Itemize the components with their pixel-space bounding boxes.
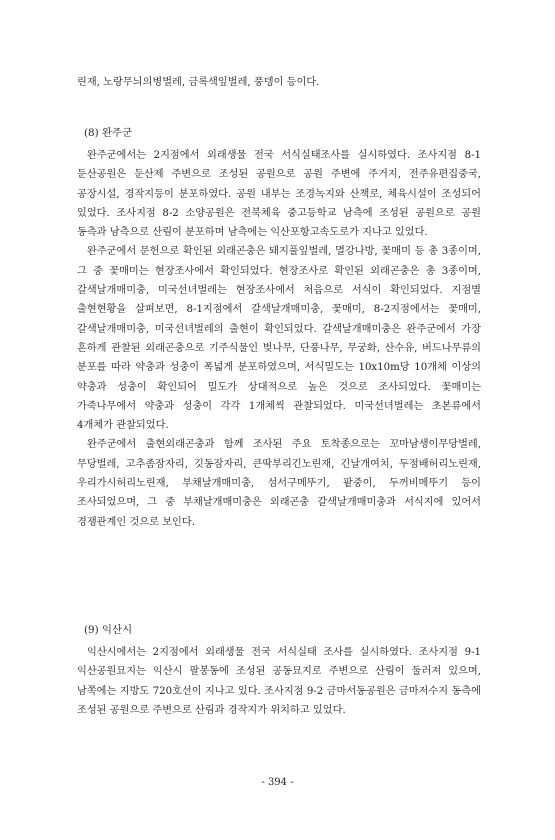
section-8-heading: (8) 완주군 (84, 127, 133, 139)
section-9-body (77, 643, 481, 720)
section-8-paragraph-1: 완주군에서는 2지점에서 외래생물 전국 서식실태조사를 실시하였다. 조사지점 8-1 둔산공원은 둔산제 주변으로 조성된 공원으로 공원 주변에 주거지, 전주유편집중국, 공장시설, 경작지등이 분포하였다. 공원 내부는 조경녹지와 산책로, 체육시설이 조성되어 있었다. 조사지점 8-2 소양공원은 전북체육 중고등학교 남측에 조성된 공원으로 공원 동측과 남측으로 산림이 분포하며 남측에는 익산포항고속도로가 지나고 있었다. (77, 150, 481, 239)
page-number: - 394 - (261, 777, 294, 788)
top-paragraph-block (77, 73, 481, 92)
section-9-heading: (9) 익산시 (84, 624, 133, 636)
section-8-paragraph-2: 완주군에서 문헌으로 확인된 외래곤충은 돼지풀잎벌레, 멸강나방, 꽃매미 등 총 3종이며, 그 중 꽃매미는 현장조사에서 확인되었다. 현장조사로 확인된 외래곤충은 총 3종이며, 갈색날개매미충, 미국선녀벌레는 현장조사에서 처음으로 서식이 확인되었다. 지점별 출현현황을 살펴보면, 8-1지점에서 갈색날개매미충, 꽃매미, 8-2지점에서는 꽃매미, 갈색날개매미충, 미국선녀벌레의 출현이 확인되었다. 갈색날개매미충은 완주군에서 가장 흔하게 관찰된 외래곤충으로 기주식물인 벚나무, 단풍나무, 무궁화, 산수유, 버드나무류의 분포를 따라 약충과 성충이 폭넓게 분포하였으며, 서식밀도는 10x10m당 10개체 이상의 약충과 성충이 확인되어 밀도가 상대적으로 높은 것으로 조사되었다. 꽃매미는 가죽나무에서 약충과 성충이 각각 1개체씩 관찰되었다. 미국선녀벌레는 초본류에서 4개체가 관찰되었다. (77, 246, 481, 432)
section-8-body (77, 146, 481, 532)
top-paragraph: 린재, 노랑무늬의병벌레, 금록색잎벌레, 풍뎅이 등이다. (77, 77, 320, 88)
section-9-paragraph-1: 익산시에서는 2지점에서 외래생물 전국 서식실태 조사를 실시하였다. 조사지점 9-1 익산공원묘지는 익산시 팔봉동에 조성된 공동묘지로 주변으로 산림이 둘러져 있으며, 남쪽에는 지방도 720호선이 지나고 있다. 조사지점 9-2 금마서동공원은 금마저수지 동측에 조성된 공원으로 주변으로 산림과 경작지가 위치하고 있었다. (77, 647, 481, 716)
section-8-paragraph-3: 완주군에서 출현외래곤충과 함께 조사된 주요 토착종으로는 꼬마남생이무당벌레, 무당벌레, 고추좀잠자리, 깃동잠자리, 큰딱부리긴노린재, 긴날개여치, 두점배허리노린재, 우리가시허리노린재, 부채날개매미충, 섬서구메뚜기, 팥중이, 두꺼비메뚜기 등이 조사되었으며, 그 중 부채날개매미충은 외래곤충 갈색날개매미충과 서식지에 있어서 경쟁관계인 것으로 보인다. (77, 439, 481, 528)
